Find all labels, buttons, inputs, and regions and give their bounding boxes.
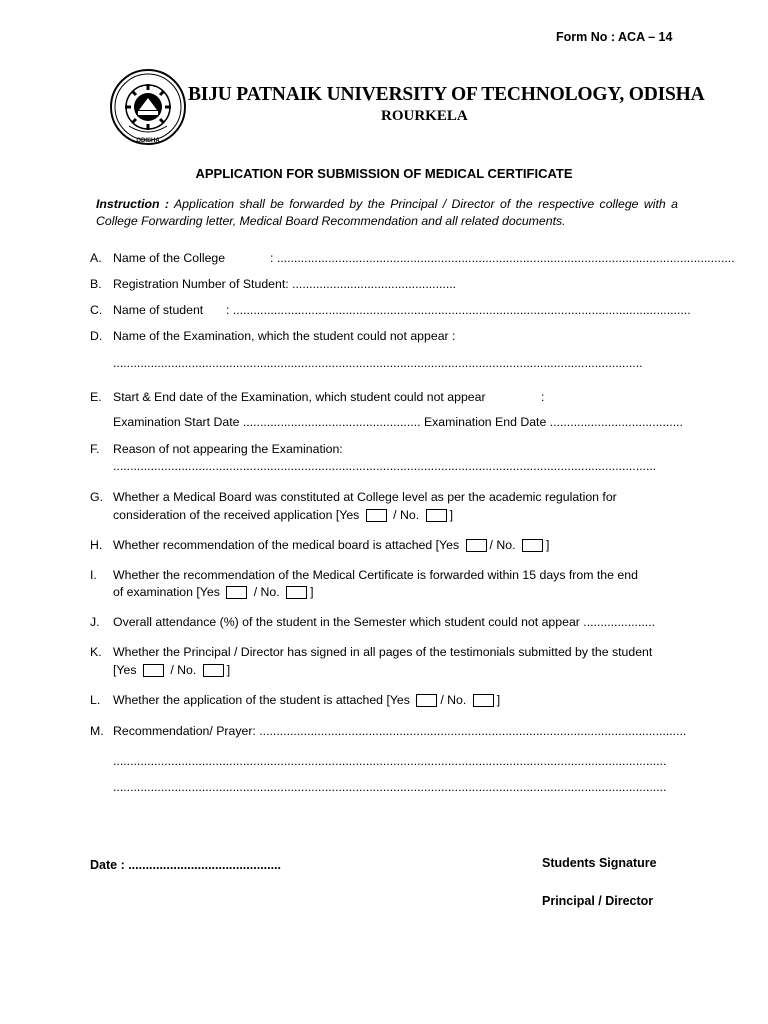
bracket: ]	[226, 663, 231, 677]
item-f	[90, 440, 343, 458]
university-seal-logo	[109, 64, 187, 152]
recommendation-line-1[interactable]: ..................................................................................................................................................................	[113, 754, 667, 768]
item-label: I.	[90, 568, 97, 582]
signature-question: Whether the Principal / Director has signed in all pages of the testimonials submitted by the student	[113, 645, 653, 659]
item-label: K.	[90, 645, 102, 659]
student-signature-label: Students Signature	[542, 856, 657, 870]
instruction-text	[96, 196, 678, 230]
student-name-field[interactable]: : ......................................................................................................................................	[226, 303, 691, 317]
no-checkbox[interactable]	[473, 694, 494, 707]
item-a	[90, 249, 735, 267]
registration-number-field[interactable]: Registration Number of Student: ................................................	[113, 277, 457, 291]
form-number: Form No : ACA – 14	[556, 30, 673, 44]
recommendation-field[interactable]: Recommendation/ Prayer: .............................................................................................................................	[113, 724, 687, 738]
bracket: ]	[496, 693, 501, 707]
attendance-field[interactable]: Overall attendance (%) of the student in the Semester which student could not appear .....................	[113, 615, 656, 629]
university-name: BIJU PATNAIK UNIVERSITY OF TECHNOLOGY, ODISHA	[188, 84, 705, 105]
college-name-field[interactable]: : ......................................................................................................................................	[270, 251, 735, 265]
item-c	[90, 301, 691, 319]
yes-checkbox[interactable]	[143, 664, 164, 677]
question-text: Whether recommendation of the medical board is attached [Yes	[113, 538, 460, 552]
item-label: A.	[90, 251, 102, 265]
exam-dates-row	[113, 413, 683, 431]
exam-end-date-field[interactable]: Examination End Date .......................................	[423, 415, 683, 429]
colon: :	[541, 390, 545, 404]
forwarding-question: Whether the recommendation of the Medical Certificate is forwarded within 15 days from the end	[113, 568, 638, 582]
no-label: / No.	[393, 508, 420, 522]
yes-checkbox[interactable]	[226, 586, 247, 599]
item-label: D.	[90, 329, 103, 343]
reason-label: Reason of not appearing the Examination:	[113, 442, 343, 456]
exam-start-date-field[interactable]: Examination Start Date ....................................................	[113, 415, 421, 429]
item-label: B.	[90, 277, 102, 291]
college-name-label: Name of the College	[113, 251, 226, 265]
yes-checkbox[interactable]	[366, 509, 387, 522]
bracket: ]	[449, 508, 453, 522]
item-label: C.	[90, 303, 103, 317]
bracket: ]	[545, 538, 550, 552]
question-text: consideration of the received application [Yes	[113, 508, 360, 522]
yes-checkbox[interactable]	[466, 539, 487, 552]
item-j	[90, 613, 655, 631]
signature-answer	[113, 661, 230, 679]
no-checkbox[interactable]	[426, 509, 447, 522]
forwarding-answer	[113, 583, 314, 601]
university-header	[109, 64, 705, 152]
no-checkbox[interactable]	[203, 664, 224, 677]
item-g	[90, 488, 113, 506]
item-i	[90, 566, 113, 584]
yes-checkbox[interactable]	[416, 694, 437, 707]
item-d	[90, 327, 455, 345]
item-m	[90, 722, 686, 740]
question-text: Whether the application of the student is attached [Yes	[113, 693, 410, 707]
student-name-label: Name of student	[113, 303, 204, 317]
item-label: J.	[90, 615, 100, 629]
item-label: H.	[90, 538, 103, 552]
recommendation-line-2[interactable]: ..................................................................................................................................................................	[113, 780, 667, 794]
medical-board-answer	[113, 506, 453, 524]
item-b	[90, 275, 456, 293]
no-label: / No.	[440, 693, 467, 707]
bracket: ]	[310, 585, 314, 599]
university-city: ROURKELA	[381, 108, 468, 124]
item-k	[90, 643, 113, 661]
item-label: E.	[90, 390, 102, 404]
date-field[interactable]: Date : ............................................	[90, 858, 282, 872]
no-checkbox[interactable]	[522, 539, 543, 552]
instruction-label: Instruction :	[96, 197, 170, 211]
question-text: [Yes	[113, 663, 137, 677]
item-label: F.	[90, 442, 100, 456]
exam-dates-label: Start & End date of the Examination, which student could not appear	[113, 390, 486, 404]
examination-name-field[interactable]: ...........................................................................................................................................................	[113, 356, 643, 370]
svg-text:ODISHA: ODISHA	[136, 138, 160, 144]
item-label: M.	[90, 724, 104, 738]
item-e	[90, 388, 545, 406]
question-text: of examination [Yes	[113, 585, 220, 599]
no-label: / No.	[170, 663, 197, 677]
item-l	[90, 691, 500, 709]
no-label: / No.	[253, 585, 280, 599]
principal-signature-label: Principal / Director	[542, 894, 654, 908]
form-title: APPLICATION FOR SUBMISSION OF MEDICAL CERTIFICATE	[195, 166, 573, 181]
reason-field[interactable]: ...............................................................................................................................................................	[113, 459, 657, 473]
examination-name-label: Name of the Examination, which the student could not appear :	[113, 329, 456, 343]
no-label: / No.	[489, 538, 516, 552]
item-label: L.	[90, 693, 101, 707]
no-checkbox[interactable]	[286, 586, 307, 599]
item-h	[90, 536, 549, 554]
instruction-body: Application shall be forwarded by the Principal / Director of the respective college with a College Forwarding letter, Medical Board Recommendation and all related documents.	[96, 197, 679, 228]
medical-board-question: Whether a Medical Board was constituted at College level as per the academic regulation for	[113, 490, 617, 504]
item-label: G.	[90, 490, 103, 504]
